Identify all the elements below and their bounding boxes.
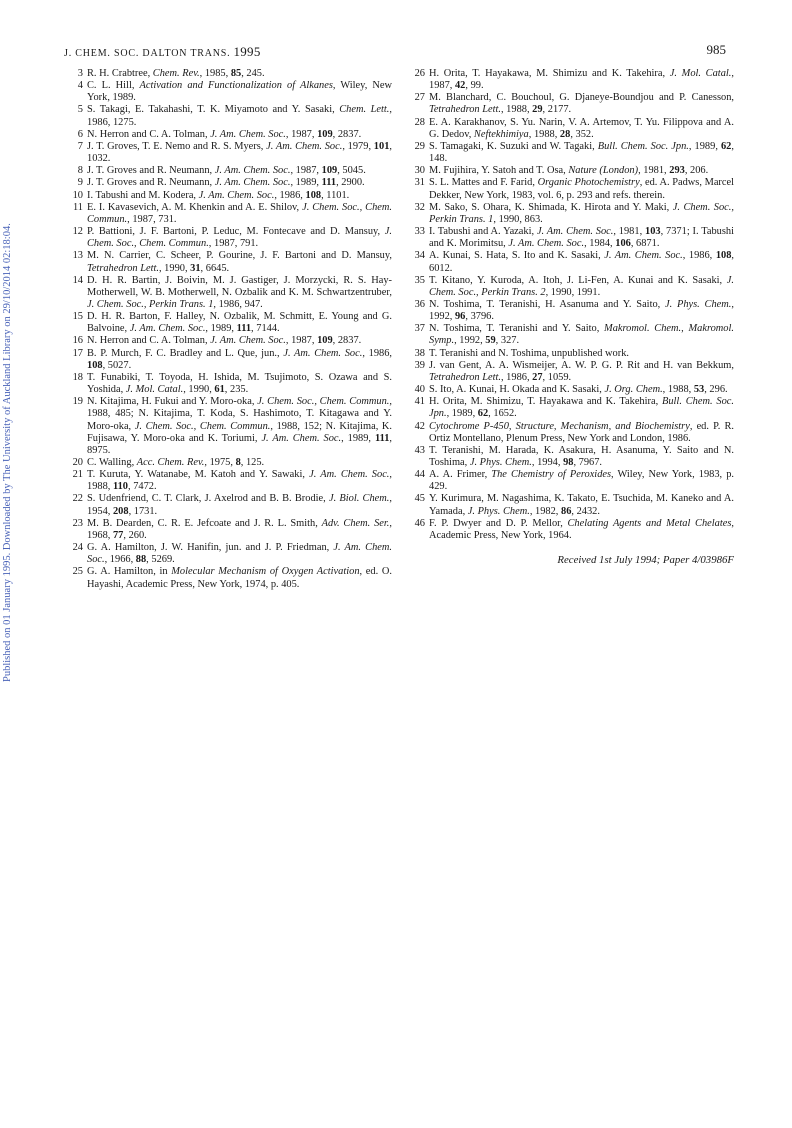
reference-item <box>406 323 734 347</box>
reference-text: M. Sako, S. Ohara, K. Shimada, K. Hirota and Y. Maki, J. Chem. Soc., Perkin Trans. 1, 1990, 863. <box>429 201 734 225</box>
reference-text: M. Blanchard, C. Bouchoul, G. Djaneye-Boundjou and P. Canesson, Tetrahedron Lett., 1988, 29, 2177. <box>429 92 734 116</box>
reference-text: J. T. Groves and R. Neumann, J. Am. Chem. Soc., 1989, 111, 2900. <box>87 177 365 189</box>
reference-item <box>64 202 392 226</box>
reference-number: 18 <box>72 371 83 383</box>
reference-text: I. Tabushi and A. Yazaki, J. Am. Chem. Soc., 1981, 103, 7371; I. Tabushi and K. Morimitsu, J. Am. Chem. Soc., 1984, 106, 6871. <box>429 226 735 250</box>
reference-text: M. B. Dearden, C. R. E. Jefcoate and J. R. L. Smith, Adv. Chem. Ser., 1968, 77, 260. <box>87 517 392 541</box>
reference-text: P. Battioni, J. F. Bartoni, P. Leduc, M. Fontecave and D. Mansuy, J. Chem. Soc., Chem. Commun., 1987, 791. <box>87 226 392 250</box>
reference-text: G. A. Hamilton, in Molecular Mechanism of Oxygen Activation, ed. O. Hayashi, Academic Press, New York, 1974, p. 405. <box>87 566 392 590</box>
reference-text: R. H. Crabtree, Chem. Rev., 1985, 85, 245. <box>87 68 265 79</box>
reference-text: F. P. Dwyer and D. P. Mellor, Chelating Agents and Metal Chelates, Academic Press, New York, 1964. <box>429 517 735 541</box>
reference-item <box>64 141 392 165</box>
reference-text: S. Udenfriend, C. T. Clark, J. Axelrod and B. B. Brodie, J. Biol. Chem., 1954, 208, 1731. <box>87 493 392 517</box>
reference-item <box>406 360 734 384</box>
reference-number: 44 <box>414 469 425 481</box>
reference-number: 43 <box>414 444 425 456</box>
reference-item <box>64 165 392 177</box>
reference-number: 3 <box>77 68 83 79</box>
reference-text: T. Teranishi and N. Toshima, unpublished work. <box>429 347 629 359</box>
reference-number: 35 <box>414 274 425 286</box>
reference-text: T. Funabiki, T. Toyoda, H. Ishida, M. Tsujimoto, S. Ozawa and S. Yoshida, J. Mol. Catal., 1990, 61, 235. <box>87 371 392 396</box>
reference-text: T. Teranishi, M. Harada, K. Asakura, H. Asanuma, Y. Saito and N. Toshima, J. Phys. Chem., 1994, 98, 7967. <box>429 444 734 468</box>
page-number: 985 <box>706 42 726 57</box>
reference-number: 15 <box>72 311 83 323</box>
reference-item <box>64 250 392 274</box>
reference-item <box>64 372 392 396</box>
reference-item <box>406 226 734 250</box>
reference-text: E. I. Kavasevich, A. M. Khenkin and A. E. Shilov, J. Chem. Soc., Chem. Commun., 1987, 731. <box>87 201 392 225</box>
reference-item <box>64 275 392 311</box>
reference-number: 4 <box>77 80 83 92</box>
references-column-left <box>64 68 392 591</box>
reference-number: 16 <box>72 335 83 347</box>
reference-number: 13 <box>72 250 83 262</box>
reference-item <box>406 384 734 396</box>
reference-text: S. Ito, A. Kunai, H. Okada and K. Sasaki, J. Org. Chem., 1988, 53, 296. <box>429 384 728 396</box>
reference-number: 6 <box>77 128 83 140</box>
reference-number: 22 <box>72 493 83 505</box>
reference-item <box>64 566 392 590</box>
reference-item <box>406 396 734 420</box>
reference-number: 28 <box>414 116 425 128</box>
reference-text: J. T. Groves and R. Neumann, J. Am. Chem. Soc., 1987, 109, 5045. <box>87 165 366 177</box>
reference-item <box>406 299 734 323</box>
reference-text: A. A. Frimer, The Chemistry of Peroxides, Wiley, New York, 1983, p. 429. <box>429 469 734 493</box>
reference-item <box>406 348 734 360</box>
reference-text: M. N. Carrier, C. Scheer, P. Gourine, J. F. Bartoni and D. Mansuy, Tetrahedron Lett., 1990, 31, 6645. <box>87 250 392 274</box>
reference-number: 30 <box>414 165 425 177</box>
reference-number: 10 <box>72 189 83 201</box>
reference-number: 11 <box>72 201 83 213</box>
reference-number: 17 <box>72 347 83 359</box>
reference-text: Y. Kurimura, M. Nagashima, K. Takato, E. Tsuchida, M. Kaneko and A. Yamada, J. Phys. Chem., 1982, 86, 2432. <box>429 493 734 517</box>
reference-number: 45 <box>414 493 425 505</box>
reference-text: N. Kitajima, H. Fukui and Y. Moro-oka, J. Chem. Soc., Chem. Commun., 1988, 485; N. Kitajima, T. Koda, S. Hashimoto, T. Kitagawa and Y. Moro-oka, J. Chem. Soc., Chem. Commun., 1988, 152; N. Kitajima, K. Fujisawa, Y. Moro-oka and K. Toriumi, J. Am. Chem. Soc., 1989, 111, 8975. <box>87 396 393 456</box>
reference-item <box>406 68 734 92</box>
reference-text: S. Takagi, E. Takahashi, T. K. Miyamoto and Y. Sasaki, Chem. Lett., 1986, 1275. <box>87 104 392 128</box>
reference-text: T. Kuruta, Y. Watanabe, M. Katoh and Y. Sawaki, J. Am. Chem. Soc., 1988, 110, 7472. <box>87 469 393 493</box>
journal-name: J. CHEM. SOC. DALTON TRANS. <box>64 48 231 59</box>
reference-item <box>64 396 392 457</box>
reference-item <box>406 469 734 493</box>
reference-text: M. Fujihira, Y. Satoh and T. Osa, Nature (London), 1981, 293, 206. <box>429 165 709 177</box>
references-column-right <box>406 68 734 566</box>
reference-number: 19 <box>72 396 83 408</box>
reference-number: 14 <box>72 274 83 286</box>
reference-number: 5 <box>77 104 83 116</box>
reference-number: 8 <box>77 165 83 177</box>
reference-item <box>406 177 734 201</box>
reference-text: I. Tabushi and M. Kodera, J. Am. Chem. Soc., 1986, 108, 1101. <box>87 189 350 201</box>
reference-text: J. T. Groves, T. E. Nemo and R. S. Myers, J. Am. Chem. Soc., 1979, 101, 1032. <box>87 140 392 165</box>
journal-year: 1995 <box>233 44 261 59</box>
reference-text: T. Kitano, Y. Kuroda, A. Itoh, J. Li-Fen, A. Kunai and K. Sasaki, J. Chem. Soc., Perkin Trans. 2, 1990, 1991. <box>429 274 734 298</box>
reference-number: 20 <box>72 457 83 468</box>
reference-number: 12 <box>72 226 83 238</box>
reference-text: J. van Gent, A. A. Wismeijer, A. W. P. G. P. Rit and H. van Bekkum, Tetrahedron Lett., 1986, 27, 1059. <box>429 359 734 383</box>
reference-text: N. Toshima, T. Teranishi, H. Asanuma and Y. Saito, J. Phys. Chem., 1992, 96, 3796. <box>429 298 734 323</box>
reference-number: 33 <box>414 226 425 238</box>
reference-text: G. A. Hamilton, J. W. Hanifin, jun. and J. P. Friedman, J. Am. Chem. Soc., 1966, 88, 5269. <box>87 542 392 566</box>
reference-item <box>406 275 734 299</box>
reference-number: 31 <box>414 177 425 189</box>
reference-item <box>64 542 392 566</box>
reference-item <box>64 80 392 104</box>
received-line: Received 1st July 1994; Paper 4/03986F <box>557 554 734 567</box>
reference-text: S. Tamagaki, K. Suzuki and W. Tagaki, Bull. Chem. Soc. Jpn., 1989, 62, 148. <box>429 140 734 165</box>
reference-text: A. Kunai, S. Hata, S. Ito and K. Sasaki, J. Am. Chem. Soc., 1986, 108, 6012. <box>429 250 735 274</box>
reference-text: N. Herron and C. A. Tolman, J. Am. Chem. Soc., 1987, 109, 2837. <box>87 335 362 347</box>
reference-text: D. H. R. Barton, F. Halley, N. Ozbalik, M. Schmitt, E. Young and G. Balvoine, J. Am. Chem. Soc., 1989, 111, 7144. <box>87 311 392 335</box>
reference-number: 23 <box>72 517 83 529</box>
reference-number: 41 <box>414 396 425 408</box>
reference-item <box>64 190 392 202</box>
reference-text: S. L. Mattes and F. Farid, Organic Photochemistry, ed. A. Padws, Marcel Dekker, New York, 1983, vol. 6, p. 293 and refs. therein. <box>429 177 735 201</box>
reference-number: 36 <box>414 298 425 310</box>
reference-number: 42 <box>414 420 425 432</box>
reference-text: C. L. Hill, Activation and Functionalization of Alkanes, Wiley, New York, 1989. <box>87 80 393 104</box>
reference-item <box>64 311 392 335</box>
reference-text: D. H. R. Bartin, J. Boivin, M. J. Gastiger, J. Morzycki, R. S. Hay-Motherwell, W. B. Motherwell, N. Ozbalik and K. M. Schwartzentruber, J. Chem. Soc., Perkin Trans. 1, 1986, 947. <box>87 274 392 310</box>
reference-item <box>64 348 392 372</box>
reference-item <box>406 493 734 517</box>
reference-number: 37 <box>414 323 425 335</box>
reference-item <box>406 421 734 445</box>
reference-item <box>64 129 392 141</box>
reference-item <box>64 104 392 128</box>
reference-item <box>406 117 734 141</box>
reference-item <box>406 92 734 116</box>
reference-number: 32 <box>414 201 425 213</box>
reference-number: 29 <box>414 140 425 152</box>
download-stamp[interactable]: Published on 01 January 1995. Downloaded by The University of Auckland Library on 29/10/2014 02:18:04. <box>2 223 13 682</box>
reference-number: 7 <box>77 140 83 152</box>
reference-number: 24 <box>72 542 83 554</box>
reference-text: B. P. Murch, F. C. Bradley and L. Que, jun., J. Am. Chem. Soc., 1986, 108, 5027. <box>87 347 393 371</box>
reference-item <box>406 202 734 226</box>
reference-item <box>406 518 734 542</box>
reference-number: 39 <box>414 359 425 371</box>
reference-item <box>64 177 392 189</box>
reference-number: 46 <box>414 517 425 529</box>
reference-number: 9 <box>77 177 83 189</box>
reference-item <box>64 335 392 347</box>
references-list-right <box>406 68 734 542</box>
reference-item <box>64 518 392 542</box>
reference-item <box>406 141 734 165</box>
reference-item <box>406 250 734 274</box>
reference-number: 40 <box>414 384 425 396</box>
reference-text: Cytochrome P-450, Structure, Mechanism, and Biochemistry, ed. P. R. Ortiz Montellano, Plenum Press, New York and London, 1986. <box>429 420 734 444</box>
reference-text: H. Orita, M. Shimizu, T. Hayakawa and K. Takehira, Bull. Chem. Soc. Jpn., 1989, 62, 1652. <box>429 396 734 420</box>
reference-text: C. Walling, Acc. Chem. Rev., 1975, 8, 125. <box>87 457 265 468</box>
reference-number: 38 <box>414 347 425 359</box>
reference-item <box>64 226 392 250</box>
reference-number: 27 <box>414 92 425 104</box>
reference-item <box>64 68 392 80</box>
reference-item <box>406 445 734 469</box>
reference-text: H. Orita, T. Hayakawa, M. Shimizu and K. Takehira, J. Mol. Catal., 1987, 42, 99. <box>429 68 734 92</box>
reference-text: N. Herron and C. A. Tolman, J. Am. Chem. Soc., 1987, 109, 2837. <box>87 128 362 140</box>
reference-number: 21 <box>72 469 83 481</box>
reference-number: 34 <box>414 250 425 262</box>
reference-item <box>64 493 392 517</box>
reference-text: E. A. Karakhanov, S. Yu. Narin, V. A. Artemov, T. Yu. Filippova and A. G. Dedov, Neftekhimiya, 1988, 28, 352. <box>429 116 734 140</box>
journal-header <box>64 44 261 60</box>
reference-number: 25 <box>72 566 83 578</box>
reference-text: N. Toshima, T. Teranishi and Y. Saito, Makromol. Chem., Makromol. Symp., 1992, 59, 327. <box>429 323 734 347</box>
reference-number: 26 <box>414 68 425 79</box>
reference-item <box>406 165 734 177</box>
reference-item <box>64 469 392 493</box>
reference-item <box>64 457 392 469</box>
